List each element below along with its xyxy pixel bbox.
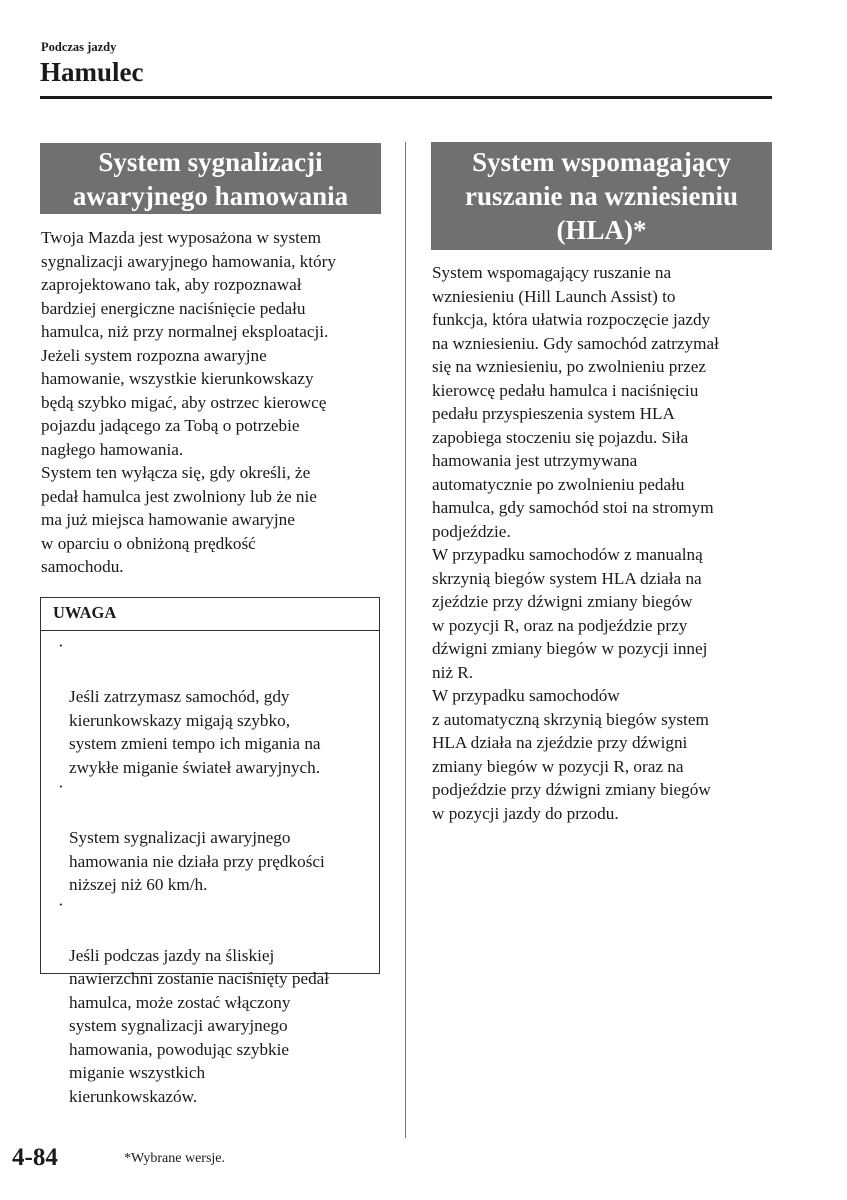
footnote: *Wybrane wersje. (124, 1151, 226, 1166)
title-rule (40, 96, 772, 99)
warning-item-text: Jeśli zatrzymasz samochód, gdy kierunkowskazy migają szybko, system zmieni tempo ich migania na zwykłe miganie świateł awaryjnych. (69, 687, 321, 777)
heading-emergency-braking-signal (40, 143, 381, 214)
warning-item-text: System sygnalizacji awaryjnego hamowania nie działa przy prędkości niższej niż 60 km/h. (69, 828, 325, 894)
warning-list (41, 631, 379, 1108)
heading-line: ruszanie na wzniesieniu (464, 181, 739, 211)
left-body-text (41, 226, 381, 579)
paragraph: W przypadku samochodów z manualną skrzynią biegów system HLA działa na zjeździe przy dźwigni zmiany biegów w pozycji R, oraz na podjeździe przy dźwigni zmiany biegów w pozycji innej niż R. (432, 545, 708, 682)
right-body-text (432, 261, 772, 825)
warning-item (41, 638, 379, 779)
heading-line: (HLA)* (556, 215, 647, 245)
page-number: 4-84 (12, 1144, 58, 1171)
heading-line: awaryjnego hamowania (72, 180, 349, 211)
page-title: Hamulec (40, 57, 144, 87)
warning-box (40, 597, 380, 1106)
bullet-icon: · (58, 636, 64, 655)
heading-line: System wspomagający (472, 147, 731, 177)
section-label: Podczas jazdy (41, 40, 117, 54)
paragraph: Twoja Mazda jest wyposażona w system sygnalizacji awaryjnego hamowania, który zaprojektowano tak, aby rozpoznawał bardziej energiczne naciśnięcie pedału hamulca, niż przy normalnej eksploatacji. Jeżeli system rozpozna awaryjne hamowanie, wszystkie kierunkowskazy będą szybko migać, aby ostrzec kierowcę pojazdu jadącego za Tobą o potrzebie nagłego hamowania. (41, 228, 336, 459)
warning-title: UWAGA (41, 598, 379, 631)
paragraph: System wspomagający ruszanie na wzniesieniu (Hill Launch Assist) to funkcja, która ułatwia rozpoczęcie jazdy na wzniesieniu. Gdy samochód zatrzymał się na wzniesieniu, po zwolnieniu przez kierowcę pedału hamulca i naciśnięciu pedału przyspieszenia system HLA zapobiega stoczeniu się pojazdu. Siła hamowania jest utrzymywana automatycznie po zwolnieniu pedału hamulca, gdy samochód stoi na stromym podjeździe. (432, 263, 719, 541)
warning-item (41, 894, 379, 1109)
paragraph: System ten wyłącza się, gdy określi, że pedał hamulca jest zwolniony lub że nie ma już miejsca hamowanie awaryjne w oparciu o obniżoną prędkość samochodu. (41, 463, 317, 576)
heading-hill-launch-assist (431, 142, 772, 250)
warning-item (41, 779, 379, 897)
column-divider (405, 142, 406, 1138)
paragraph: W przypadku samochodów z automatyczną skrzynią biegów system HLA działa na zjeździe przy dźwigni zmiany biegów w pozycji R, oraz na podjeździe przy dźwigni zmiany biegów w pozycji jazdy do przodu. (432, 686, 711, 823)
bullet-icon: · (58, 777, 64, 796)
bullet-icon: · (58, 894, 64, 914)
warning-item-text: Jeśli podczas jazdy na śliskiej nawierzchni zostanie naciśnięty pedał hamulca, może zostać włączony system sygnalizacji awaryjnego hamowania, powodując szybkie miganie wszystkich kierunkowskazów. (69, 945, 330, 1106)
heading-line: System sygnalizacji (98, 146, 323, 177)
